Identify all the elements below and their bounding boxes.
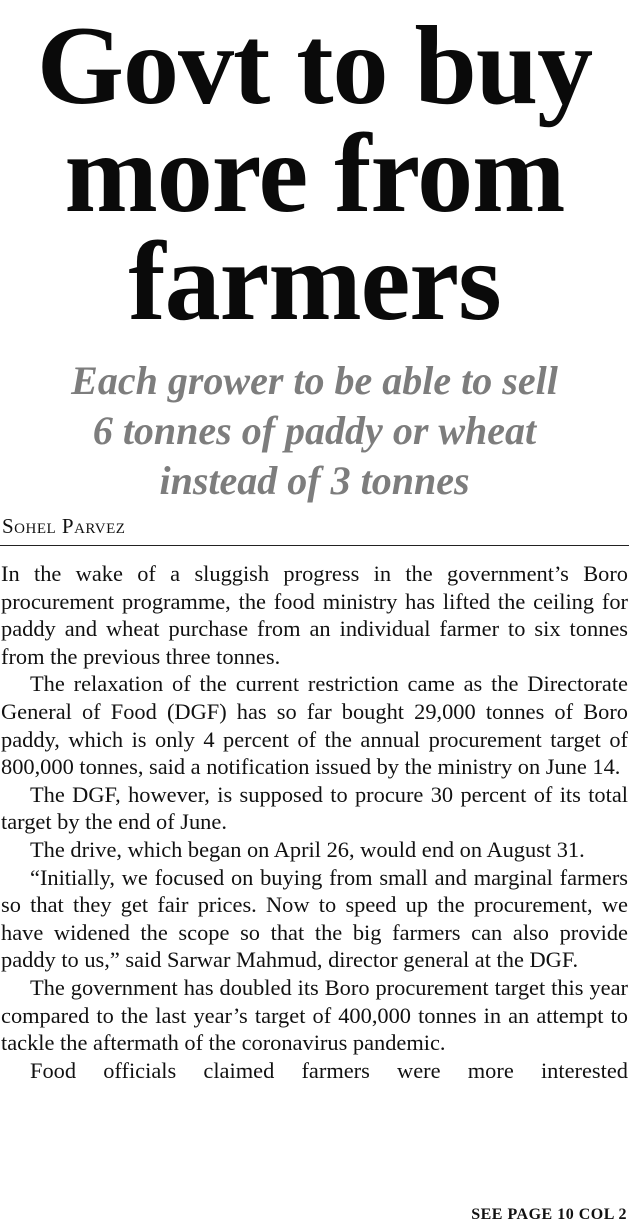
subheadline (0, 356, 629, 506)
article-paragraph: Food officials claimed farmers were more interested (30, 1057, 628, 1083)
article-paragraph: The government has doubled its Boro procurement target this year compared to the last year’s target of 400,000 tonnes in an attempt to tackle the aftermath of the coronavirus pandemic. (1, 974, 628, 1056)
byline: Sohel Parvez (2, 514, 126, 538)
article-paragraph: The relaxation of the current restriction came as the Directorate General of Food (DGF) has so far bought 29,000 tonnes of Boro paddy, which is only 4 percent of the annual procurement target of 800,000 tonnes, said a notification issued by the ministry on June 14. (1, 671, 628, 780)
subheadline-line: 6 tonnes of paddy or wheat (92, 408, 537, 453)
byline-divider (0, 545, 629, 546)
continued-jump-line: SEE PAGE 10 COL 2 (471, 1206, 627, 1223)
headline (0, 4, 629, 344)
headline-line: farmers (128, 220, 501, 344)
article-paragraph: In the wake of a sluggish progress in the government’s Boro procurement programme, the food ministry has lifted the ceiling for paddy and wheat purchase from an individual farmer to six tonnes from the previous three tonnes. (1, 561, 628, 669)
headline-line: Govt to buy (36, 4, 593, 128)
article-body (1, 560, 628, 1200)
article-paragraph: “Initially, we focused on buying from small and marginal farmers so that they get fair prices. Now to speed up the procurement, we have widened the scope so that the big farmers can also provide paddy to us,” said Sarwar Mahmud, director general at the DGF. (1, 864, 628, 973)
article-paragraph: The drive, which began on April 26, would end on August 31. (30, 836, 585, 862)
subheadline-line: Each grower to be able to sell (71, 358, 558, 403)
article-paragraph: The DGF, however, is supposed to procure 30 percent of its total target by the end of June. (1, 781, 628, 835)
subheadline-line: instead of 3 tonnes (159, 458, 470, 503)
headline-line: more from (64, 112, 565, 236)
